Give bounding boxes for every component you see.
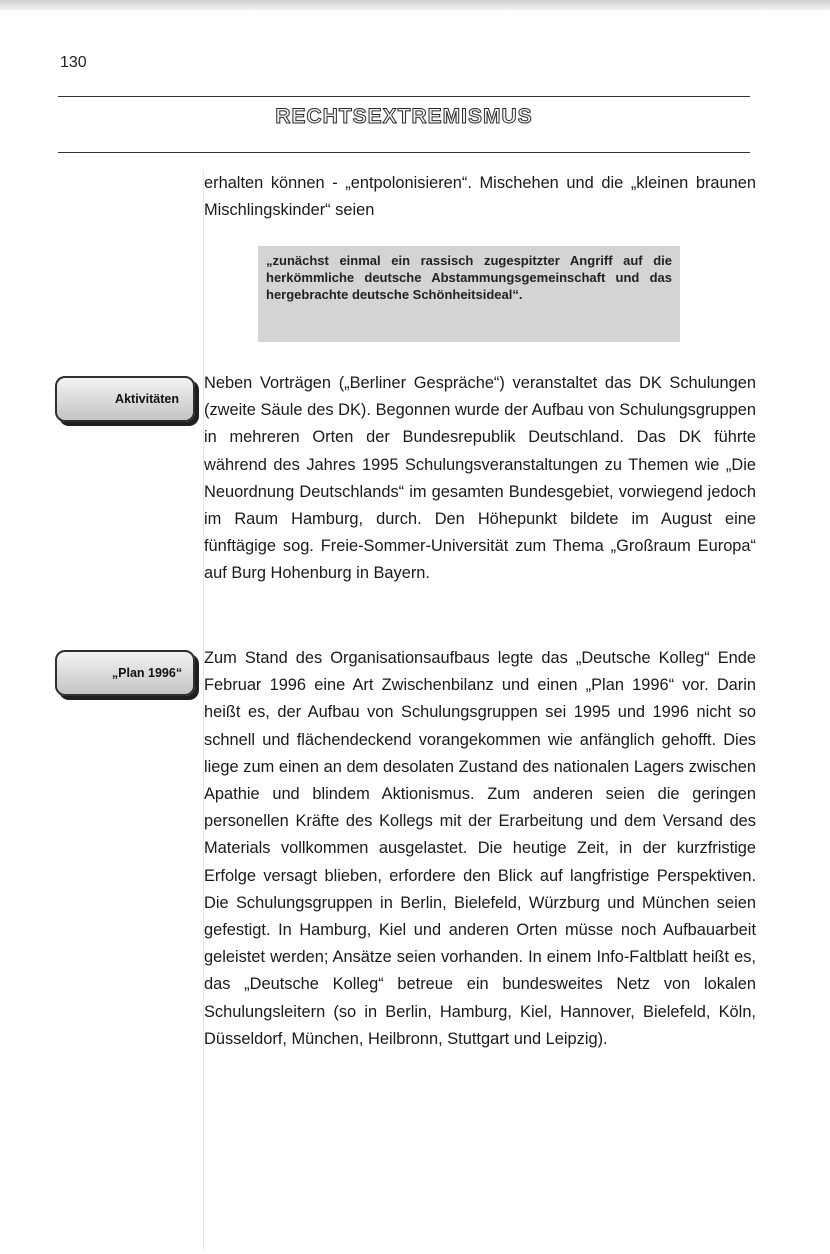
running-head: RECHTSEXTREMISMUS bbox=[275, 105, 533, 128]
page-number: 130 bbox=[60, 54, 87, 71]
scan-edge bbox=[0, 0, 830, 10]
paragraph-text: Neben Vorträgen („Berliner Gespräche“) veranstaltet das DK Schulungen (zweite Säule des DK). Begonnen wurde der Aufbau von Schulungsgruppen in mehreren Orten der Bundesrepublik Deutschland. Das DK führte während des Jahres 1995 Schulungsveranstaltungen zu Themen wie „Die Neuordnung Deutschlands“ im gesamten Bundesgebiet, vorwiegend jedoch im Raum Hamburg, durch. Den Höhepunkt bildete im August eine fünftägige sog. Freie-Sommer-Universität zum Thema „Großraum Europa“ auf Burg Hohenburg in Bayern. bbox=[204, 374, 756, 583]
margin-tag-plan-1996 bbox=[55, 650, 195, 696]
quote-box bbox=[258, 246, 680, 342]
paragraph-plan-1996 bbox=[204, 645, 756, 1053]
quote-text: „zunächst einmal ein rassisch zugespitzter Angriff auf die herkömmliche deutsche Abstammungsgemeinschaft und das hergebrachte deutsche Schönheitsideal“. bbox=[266, 253, 672, 302]
margin-tag-label: „Plan 1996“ bbox=[111, 666, 183, 680]
intro-paragraph bbox=[204, 170, 756, 224]
header-rule-top bbox=[58, 96, 750, 97]
margin-tag-aktivitaeten bbox=[55, 376, 195, 422]
margin-tag-label: Aktivitäten bbox=[115, 392, 179, 406]
paragraph-aktivitaeten bbox=[204, 370, 756, 588]
header-rule-bottom bbox=[58, 152, 750, 153]
intro-text: erhalten können - „entpolonisieren“. Mischehen und die „kleinen braunen Mischlingskinder“ seien bbox=[204, 174, 756, 220]
paragraph-text: Zum Stand des Organisationsaufbaus legte das „Deutsche Kolleg“ Ende Februar 1996 eine Art Zwischenbilanz und einen „Plan 1996“ vor. Darin heißt es, der Aufbau von Schulungsgruppen sei 1995 und 1996 nicht so schnell und flächendeckend vorangekommen wie anfänglich gehofft. Dies liege zum einen an dem desolaten Zustand des nationalen Lagers zwischen Apathie und blindem Aktionismus. Zum anderen seien die geringen personellen Kräfte des Kollegs mit der Erarbeitung und dem Versand des Materials vollkommen ausgelastet. Die heutige Zeit, in der kurzfristige Erfolge versagt blieben, erfordere den Blick auf langfristige Perspektiven. Die Schulungsgruppen in Berlin, Bielefeld, Würzburg und München seien gefestigt. In Hamburg, Kiel und anderen Orten müsse noch Aufbauarbeit geleistet werden; Ansätze seien vorhanden. In einem Info-Faltblatt heißt es, das „Deutsche Kolleg“ betreue ein bundesweites Netz von lokalen Schulungsleitern (so in Berlin, Hamburg, Kiel, Hannover, Bielefeld, Köln, Düsseldorf, München, Heilbronn, Stuttgart und Leipzig). bbox=[204, 649, 756, 1048]
